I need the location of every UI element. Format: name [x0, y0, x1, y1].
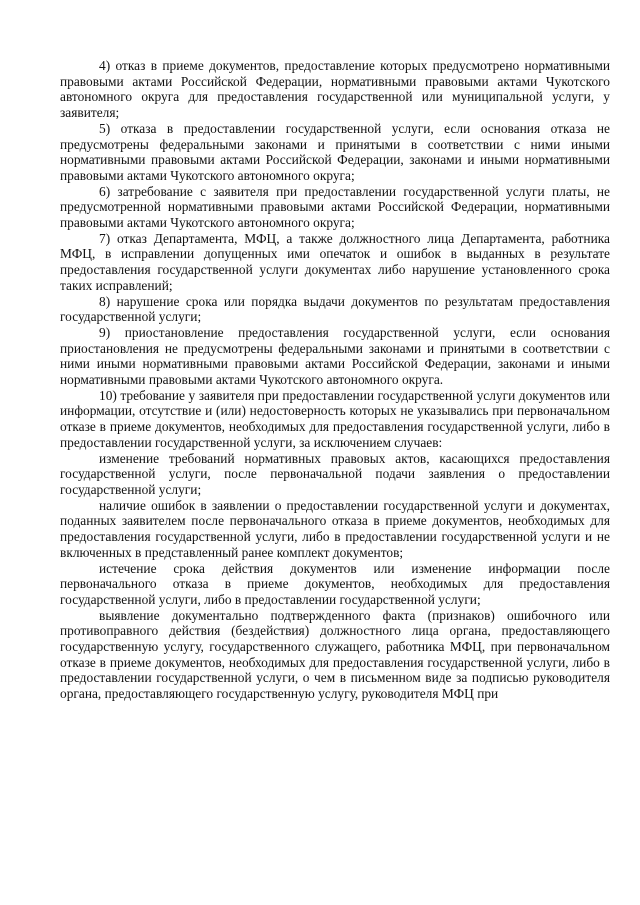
exception-application-errors: наличие ошибок в заявлении о предоставлении государственной услуги и документах, поданных заявителем после первоначального отказа в приеме документов, необходимых для предоставления государственной услуги, либо в предоставлении государственной услуги и не включенных в представленный ранее комплект документов; [60, 497, 610, 560]
paragraph-item-8: 8) нарушение срока или порядка выдачи документов по результатам предоставления государственной услуги; [60, 293, 610, 325]
paragraph-item-10: 10) требование у заявителя при предоставлении государственной услуги документов или информации, отсутствие и (или) недостоверность которых не указывались при первоначальном отказе в приеме документов, необходимых для предоставления государственной услуги, либо в предоставлении государственной услуги, за исключением случаев: [60, 387, 610, 450]
document-body [60, 58, 610, 702]
paragraph-item-9: 9) приостановление предоставления государственной услуги, если основания приостановления не предусмотрены федеральными законами и принятыми в соответствии с ними иными нормативными правовыми актами Российской Федерации, законами и иными нормативными правовыми актами Чукотского автономного округа. [60, 324, 610, 388]
paragraph-item-6: 6) затребование с заявителя при предоставлении государственной услуги платы, не предусмотренной нормативными правовыми актами Российской Федерации, нормативными правовыми актами Чукотского автономного округа; [60, 183, 610, 231]
paragraph-item-5: 5) отказа в предоставлении государственной услуги, если основания отказа не предусмотрены федеральными законами и принятыми в соответствии с ними иными нормативными правовыми актами Российской Федерации, законами и иными нормативными правовыми актами Чукотского автономного округа; [60, 120, 610, 183]
exception-document-expiry: истечение срока действия документов или изменение информации после первоначального отказа в приеме документов, необходимых для предоставления государственной услуги, либо в предоставлении государственной услуги; [60, 560, 610, 607]
exception-unlawful-action: выявление документально подтвержденного факта (признаков) ошибочного или противоправного действия (бездействия) должностного лица органа, предоставляющего государственную услугу, государственного служащего, работника МФЦ, при первоначальном отказе в приеме документов, необходимых для предоставления государственной услуги, либо в предоставлении государственной услуги, о чем в письменном виде за подписью руководителя органа, предоставляющего государственную услугу, руководителя МФЦ при [60, 607, 610, 702]
paragraph-item-4: 4) отказ в приеме документов, предоставление которых предусмотрено нормативными правовыми актами Российской Федерации, нормативными правовыми актами Чукотского автономного округа для предоставления государственной или муниципальной услуги, у заявителя; [60, 58, 610, 121]
paragraph-item-7: 7) отказ Департамента, МФЦ, а также должностного лица Департамента, работника МФЦ, в исправлении допущенных ими опечаток и ошибок в выданных в результате предоставления государственной услуги документах либо нарушение установленного срока таких исправлений; [60, 230, 610, 293]
exception-requirements-change: изменение требований нормативных правовых актов, касающихся предоставления государственной услуги, после первоначальной подачи заявления о предоставлении государственной услуги; [60, 450, 610, 497]
